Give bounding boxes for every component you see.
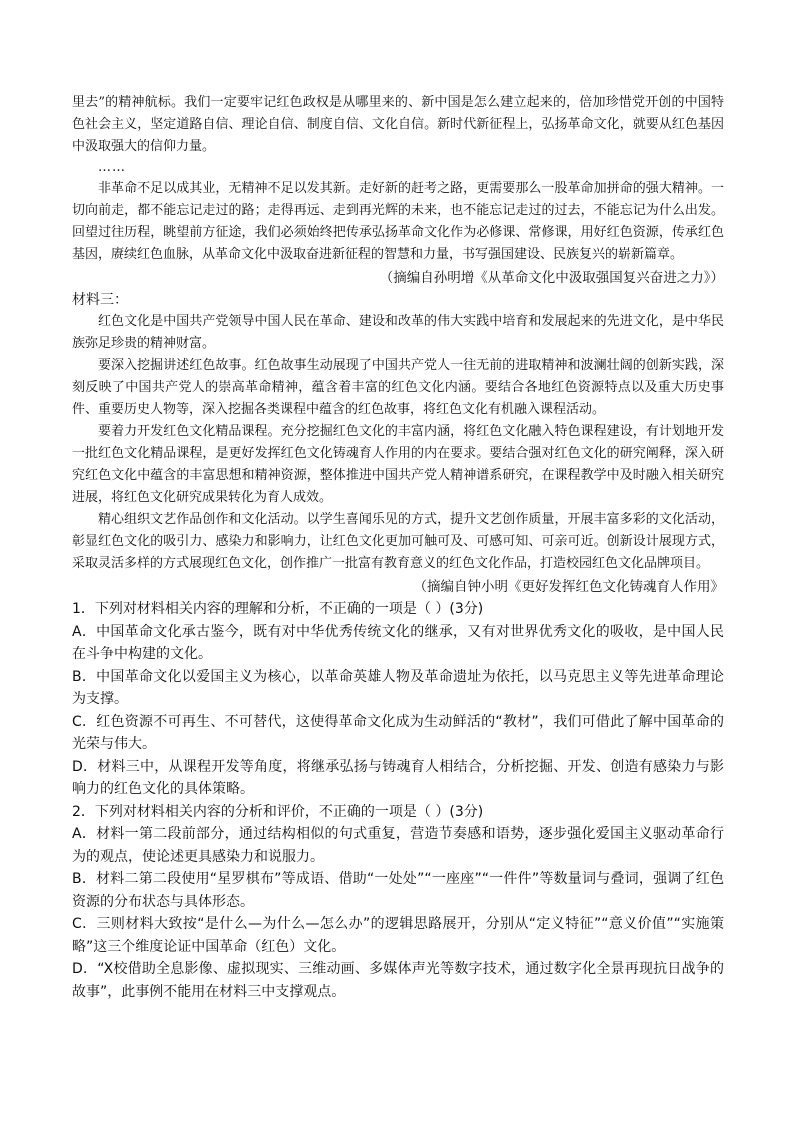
question-2-stem: 2．下列对材料相关内容的分析和评价，不正确的一项是（ ）(3分) [72,803,484,820]
material3-paragraph-1: 红色文化是中国共产党领导中国人民在革命、建设和改革的伟大实践中培育和发展起来的先进文化，是中华民族弥足珍贵的精神财富。 [72,314,724,351]
question-1 [72,598,724,801]
question-1-option-a: A．中国革命文化承古鉴今，既有对中华优秀传统文化的继承，又有对世界优秀文化的吸收，是中国人民在斗争中构建的文化。 [72,623,724,662]
question-2-option-d: D．“X校借助全息影像、虚拟现实、三维动画、多媒体声光等数字技术，通过数字化全景再现抗日战争的故事”，此事例不能用在材料三中支撑观点。 [72,961,724,1000]
ellipsis: …… [98,160,126,175]
question-1-option-d: D．材料三中，从课程开发等角度，将继承弘扬与铸魂育人相结合，分析挖掘、开发、创造有感染力与影响力的红色文化的具体策略。 [72,758,724,797]
material2-paragraph-1: 里去”的精神航标。我们一定要牢记红色政权是从哪里来的、新中国是怎么建立起来的，倍加珍惜党开创的中国特色社会主义，坚定道路自信、理论自信、制度自信、文化自信。新时代新征程上，弘扬革命文化，就要从红色基因中汲取强大的信仰力量。 [72,95,724,154]
question-2-option-a: A．材料一第二段前部分，通过结构相似的句式重复，营造节奏感和语势，逐步强化爱国主义驱动革命行为的观点，使论述更具感染力和说服力。 [72,826,724,865]
material3-paragraph-4: 精心组织文艺作品创作和文化活动。以学生喜闻乐见的方式，提升文艺创作质量，开展丰富多彩的文化活动，彰显红色文化的吸引力、感染力和影响力，让红色文化更加可触可及、可感可知、可亲可近。创新设计展现方式，采取灵活多样的方式展现红色文化，创作推广一批富有教育意义的红色文化作品，打造校园红色文化品牌项目。 [72,512,724,571]
material3-paragraph-3: 要着力开发红色文化精品课程。充分挖掘红色文化的丰富内涵，将红色文化融入特色课程建设，有计划地开发一批红色文化精品课程，是更好发挥红色文化铸魂育人作用的内在要求。要结合强对红色文化的研究阐释，深入研究红色文化中蕴含的丰富思想和精神资源，整体推进中国共产党人精神谱系研究，在课程教学中及时融入相关研究进展，将红色文化研究成果转化为育人成效。 [72,424,724,505]
question-1-option-c: C．红色资源不可再生、不可替代，这使得革命文化成为生动鲜活的“教材”，我们可借此了解中国革命的光荣与伟大。 [72,713,724,752]
material3-source: （摘编自钟小明《更好发挥红色文化铸魂育人作用》 [413,579,724,595]
material2-source: （摘编自孙明增《从革命文化中汲取强国复兴奋进之力》） [379,270,724,286]
question-2 [72,801,724,1004]
material3-label: 材料三： [72,292,128,308]
question-2-option-b: B．材料二第二段使用“星罗棋布”等成语、借助“一处处”“一座座”“一件件”等数量词与叠词，强调了红色资源的分布状态与具体形态。 [72,871,724,910]
question-1-stem: 1．下列对材料相关内容的理解和分析，不正确的一项是（ ）(3分) [72,601,484,617]
material2-paragraph-2: 非革命不足以成其业，无精神不足以发其新。走好新的赶考之路，更需要那么一股革命加拼命的强大精神。一切向前走，都不能忘记走过的路；走得再远、走到再光辉的未来，也不能忘记走过的过去，不能忘记为什么出发。回望过往历程，眺望前方征途，我们必须始终把传承弘扬革命文化作为必修课、常修课，用好红色资源，传承红色基因，赓续红色血脉，从革命文化中汲取奋进新征程的智慧和力量，书写强国建设、民族复兴的崭新篇章。 [72,181,724,262]
question-2-option-c: C．三则材料大致按“是什么—为什么—怎么办”的逻辑思路展开，分别从“定义特征”“意义价值”“实施策略”这三个维度论证中国革命（红色）文化。 [72,916,724,955]
document-page [72,92,724,1003]
question-1-option-b: B．中国革命文化以爱国主义为核心，以革命英雄人物及革命遗址为依托，以马克思主义等先进革命理论为支撑。 [72,668,724,707]
material3-paragraph-2: 要深入挖掘讲述红色故事。红色故事生动展现了中国共产党人一往无前的进取精神和波澜壮阔的创新实践，深刻反映了中国共产党人的崇高革命精神，蕴含着丰富的红色文化内涵。要结合各地红色资源特点以及重大历史事件、重要历史人物等，深入挖掘各类课程中蕴含的红色故事，将红色文化有机融入课程活动。 [72,358,724,417]
